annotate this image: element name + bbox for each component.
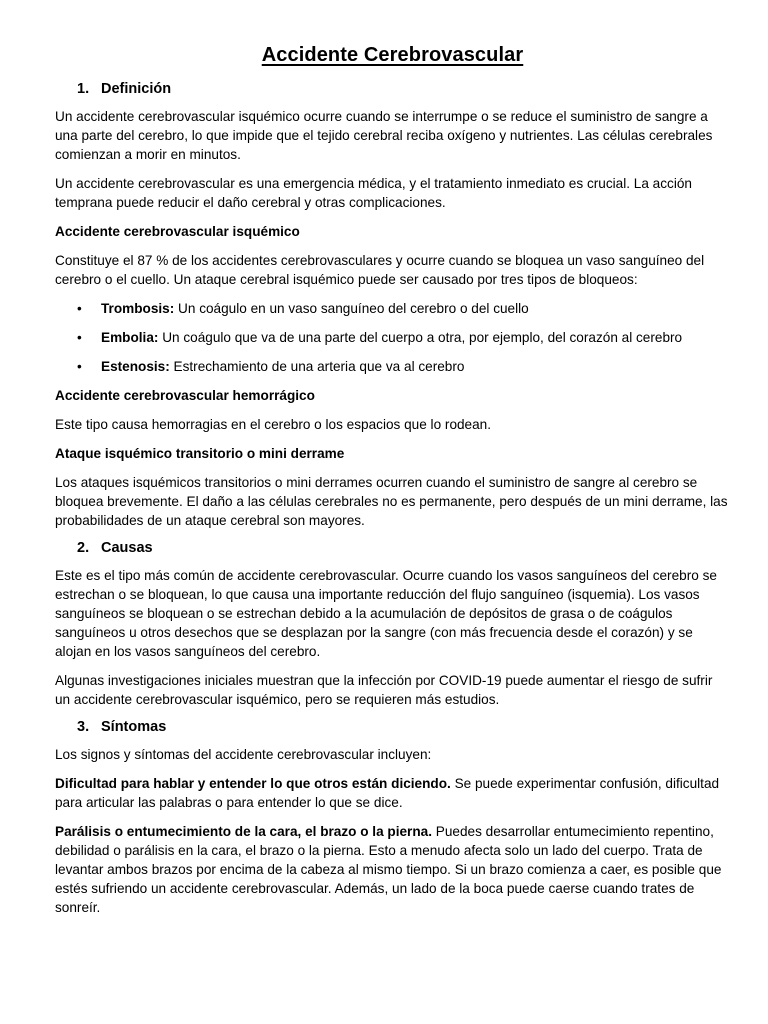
paragraph: Este tipo causa hemorragias en el cerebro o los espacios que lo rodean. (55, 417, 492, 432)
paragraph: Un accidente cerebrovascular es una emergencia médica, y el tratamiento inmediato es crucial. La acción temprana puede reducir el daño cerebral y otras complicaciones. (55, 176, 692, 210)
section-number: 1. (77, 81, 90, 97)
list-item-term: Trombosis: (101, 301, 175, 316)
subheading-isquemico: Accidente cerebrovascular isquémico (55, 224, 300, 239)
bullet-icon: • (77, 330, 82, 345)
list-item-term: Estenosis: (101, 359, 170, 374)
section-definicion (55, 81, 730, 530)
list-item-text: Un coágulo que va de una parte del cuerpo a otra, por ejemplo, del corazón al cerebro (162, 330, 683, 345)
section-number: 3. (77, 719, 90, 735)
list-item (55, 328, 730, 347)
subheading-hemorragico: Accidente cerebrovascular hemorrágico (55, 388, 315, 403)
section-sintomas (55, 719, 730, 917)
paragraph-lead: Dificultad para hablar y entender lo que otros están diciendo. (55, 776, 451, 791)
paragraph: Los signos y síntomas del accidente cerebrovascular incluyen: (55, 747, 432, 762)
paragraph: Un accidente cerebrovascular isquémico ocurre cuando se interrumpe o se reduce el suministro de sangre a una parte del cerebro, lo que impide que el tejido cerebral reciba oxígeno y nutrientes. Las células cerebrales comienzan a morir en minutos. (55, 109, 713, 162)
paragraph: Algunas investigaciones iniciales muestran que la infección por COVID-19 puede aumentar el riesgo de sufrir un accidente cerebrovascular isquémico, pero se requieren más estudios. (55, 673, 713, 707)
section-causas (55, 540, 730, 709)
paragraph (55, 822, 730, 917)
list-item (55, 299, 730, 318)
section-heading-causas (77, 540, 730, 556)
paragraph-lead: Parálisis o entumecimiento de la cara, el brazo o la pierna. (55, 824, 432, 839)
section-heading-definicion (77, 81, 730, 97)
list-item-text: Estrechamiento de una arteria que va al cerebro (173, 359, 465, 374)
paragraph-text: Se puede experimentar confusión, dificultad para articular las palabras o para entender lo que se dice. (55, 776, 720, 810)
section-number: 2. (77, 540, 90, 556)
bullet-icon: • (77, 359, 82, 374)
blockage-types-list (55, 299, 730, 376)
bullet-icon: • (77, 301, 82, 316)
list-item-term: Embolia: (101, 330, 159, 345)
document-title: Accidente Cerebrovascular (261, 44, 524, 66)
section-heading-text: Síntomas (101, 719, 167, 735)
section-heading-text: Causas (101, 540, 153, 556)
section-heading-text: Definición (101, 81, 172, 97)
paragraph (55, 774, 730, 812)
section-heading-sintomas (77, 719, 730, 735)
subheading-transitorio: Ataque isquémico transitorio o mini derrame (55, 446, 345, 461)
paragraph: Constituye el 87 % de los accidentes cerebrovasculares y ocurre cuando se bloquea un vaso sanguíneo del cerebro o el cuello. Un ataque cerebral isquémico puede ser causado por tres tipos de bloqueos: (55, 253, 705, 287)
list-item (55, 357, 730, 376)
paragraph-text: Puedes desarrollar entumecimiento repentino, debilidad o parálisis en la cara, el brazo o la pierna. Esto a menudo afecta solo un lado del cuerpo. Trata de levantar ambos brazos por encima de la cabeza al mismo tiempo. Si un brazo comienza a caer, es posible que estés sufriendo un accidente cerebrovascular. Además, un lado de la boca puede caerse cuando trates de sonreír. (55, 824, 722, 915)
paragraph: Este es el tipo más común de accidente cerebrovascular. Ocurre cuando los vasos sanguíneos del cerebro se estrechan o se bloquean, lo que causa una importante reducción del flujo sanguíneo (isquemia). Los vasos sanguíneos se bloquean o se estrechan debido a la acumulación de depósitos de grasa o de coágulos sanguíneos u otros desechos que se desplazan por la sangre (con más frecuencia desde el corazón) y se alojan en los vasos sanguíneos del cerebro. (55, 568, 717, 659)
list-item-text: Un coágulo en un vaso sanguíneo del cerebro o del cuello (178, 301, 529, 316)
paragraph: Los ataques isquémicos transitorios o mini derrames ocurren cuando el suministro de sangre al cerebro se bloquea brevemente. El daño a las células cerebrales no es permanente, pero después de un mini derrame, las probabilidades de un ataque cerebral son mayores. (55, 475, 728, 528)
